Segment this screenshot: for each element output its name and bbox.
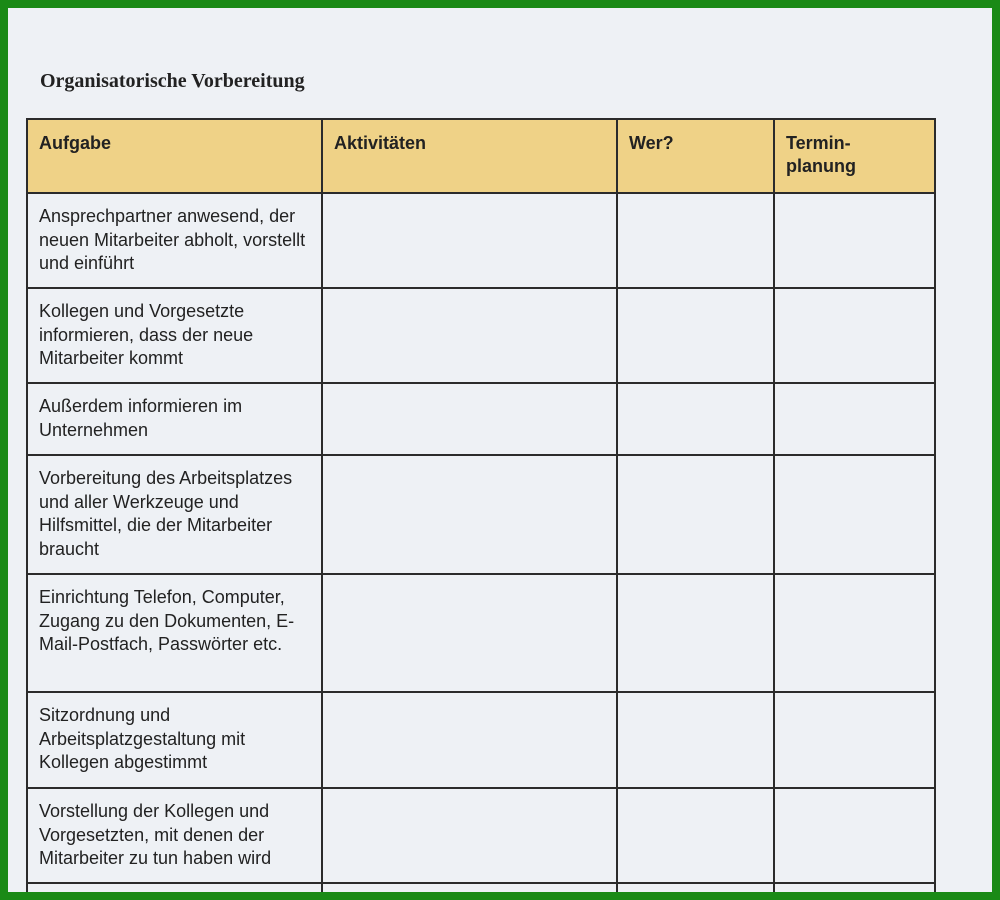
task-text [28, 884, 321, 895]
task-text: Vorstellung der Kollegen und Vorgesetzten, mit denen der Mitarbeiter zu tun haben wird [39, 801, 272, 868]
who-cell[interactable] [617, 193, 774, 288]
table-row [27, 383, 935, 455]
who-cell[interactable] [617, 788, 774, 883]
activities-cell[interactable] [322, 883, 617, 900]
table-row [27, 788, 935, 883]
activities-cell[interactable] [322, 288, 617, 383]
task-text: Kollegen und Vorgesetzte informieren, dass der neue Mitarbeiter kommt [39, 301, 254, 368]
table-row [27, 455, 935, 574]
header-aufgabe [27, 119, 322, 193]
schedule-cell[interactable] [774, 288, 935, 383]
header-aktivitaeten [322, 119, 617, 193]
schedule-cell[interactable] [774, 455, 935, 574]
table-row [27, 883, 935, 900]
task-table [26, 118, 936, 900]
who-cell[interactable] [617, 455, 774, 574]
task-text: Ansprechpartner anwesend, der neuen Mitarbeiter abholt, vorstellt und einführt [39, 206, 306, 273]
schedule-cell[interactable] [774, 383, 935, 455]
schedule-cell[interactable] [774, 193, 935, 288]
who-cell[interactable] [617, 883, 774, 900]
schedule-cell[interactable] [774, 574, 935, 692]
who-cell[interactable] [617, 383, 774, 455]
activities-cell[interactable] [322, 383, 617, 455]
who-cell[interactable] [617, 692, 774, 788]
header-label: Termin- planung [786, 133, 856, 176]
activities-cell[interactable] [322, 692, 617, 788]
table-row [27, 288, 935, 383]
activities-cell[interactable] [322, 574, 617, 692]
activities-cell[interactable] [322, 193, 617, 288]
task-cell [27, 883, 322, 900]
schedule-cell[interactable] [774, 692, 935, 788]
table-row [27, 692, 935, 788]
who-cell[interactable] [617, 288, 774, 383]
activities-cell[interactable] [322, 788, 617, 883]
header-row [27, 119, 935, 193]
schedule-cell[interactable] [774, 883, 935, 900]
task-text: Sitzordnung und Arbeitsplatzgestaltung mit Kollegen abgestimmt [39, 705, 246, 772]
who-cell[interactable] [617, 574, 774, 692]
table-row [27, 574, 935, 692]
table-row [27, 193, 935, 288]
task-cell [27, 455, 322, 574]
header-label: Aktivitäten [334, 133, 427, 153]
header-terminplanung [774, 119, 935, 193]
task-cell [27, 193, 322, 288]
task-cell [27, 692, 322, 788]
task-text: Außerdem informieren im Unternehmen [39, 396, 243, 440]
task-text: Einrichtung Telefon, Computer, Zugang zu den Dokumenten, E-Mail-Postfach, Passwörter etc. [39, 587, 295, 654]
task-cell [27, 788, 322, 883]
header-label: Wer? [629, 133, 674, 153]
activities-cell[interactable] [322, 455, 617, 574]
task-cell [27, 383, 322, 455]
task-cell [27, 288, 322, 383]
schedule-cell[interactable] [774, 788, 935, 883]
task-cell [27, 574, 322, 692]
page-title: Organisatorische Vorbereitung [40, 70, 305, 92]
header-wer [617, 119, 774, 193]
task-text: Vorbereitung des Arbeitsplatzes und aller Werkzeuge und Hilfsmittel, die der Mitarbeiter braucht [39, 468, 293, 559]
header-label: Aufgabe [39, 133, 111, 153]
